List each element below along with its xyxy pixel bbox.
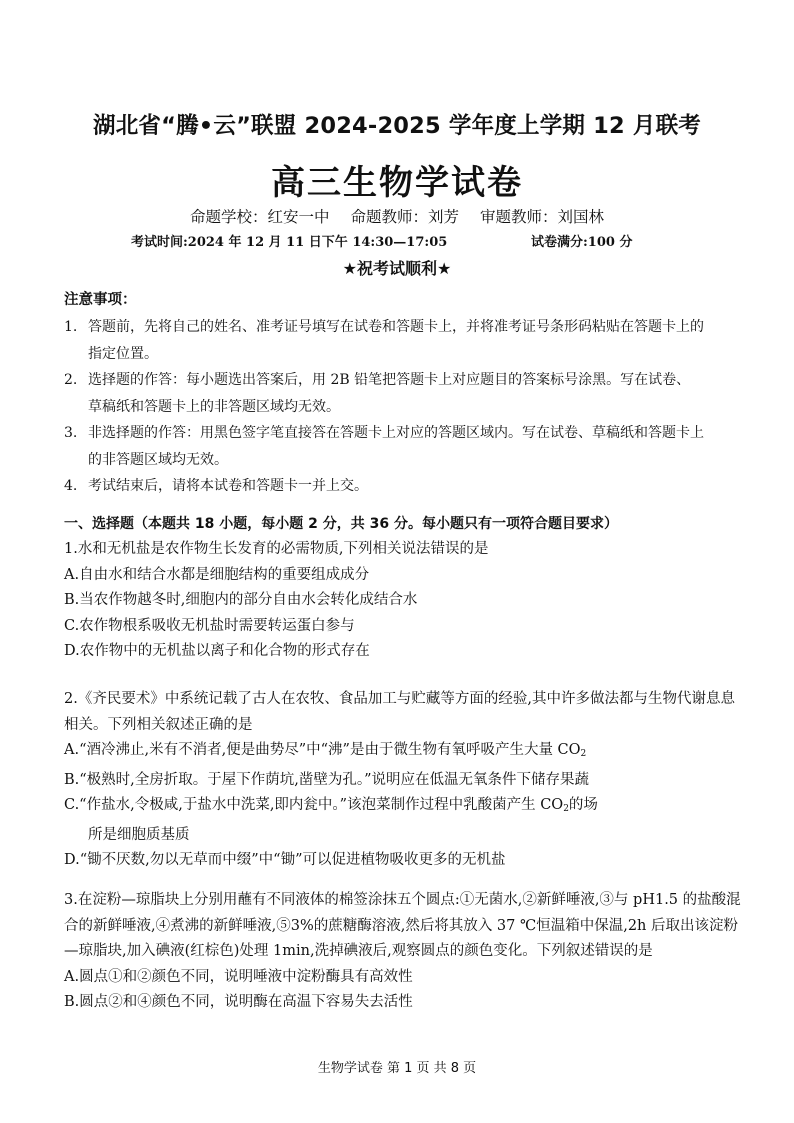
- review-teacher: 审题教师：刘国林: [479, 208, 604, 226]
- note-item: [64, 367, 704, 420]
- setting-teacher: 命题教师：刘芳: [350, 208, 459, 226]
- page-footer: 生物学试卷 第 1 页 共 8 页: [317, 1061, 477, 1076]
- option-d: D.“锄不厌数,勿以无草而中缀”中“锄”可以促进植物吸收更多的无机盐: [64, 852, 506, 868]
- note-item: [64, 473, 704, 500]
- exam-subtitle: 高三生物学试卷: [271, 163, 523, 203]
- option-b: B.圆点②和④颜色不同，说明酶在高温下容易失去活性: [64, 994, 413, 1010]
- notes-title: 注意事项：: [64, 292, 137, 308]
- question-3: [64, 888, 744, 1016]
- note-number: 2.: [64, 372, 78, 388]
- exam-title: 湖北省“腾•云”联盟 2024-2025 学年度上学期 12 月联考: [93, 113, 701, 139]
- question-1: [64, 537, 744, 665]
- note-text: 答题前，先将自己的姓名、准考证号填写在试卷和答题卡上，并将准考证号条形码粘贴在答题卡上的指定位置。: [88, 319, 704, 362]
- option-c-continued: 所是细胞质基质: [88, 826, 190, 843]
- option-a: A.“酒冷沸止,米有不消者,便是曲势尽”中“沸”是由于微生物有氧呼吸产生大量 $CO_2$: [64, 742, 587, 759]
- note-item: [64, 314, 704, 367]
- note-number: 3.: [64, 425, 78, 441]
- note-number: 1.: [64, 319, 78, 335]
- option-d: D.农作物中的无机盐以离子和化合物的形式存在: [64, 643, 370, 659]
- setting-school: 命题学校：红安一中: [190, 208, 330, 226]
- question-stem: 2.《齐民要术》中系统记载了古人在农牧、食品加工与贮藏等方面的经验,其中许多做法都与生物代谢息息相关。下列相关叙述正确的是: [64, 691, 735, 733]
- option-a: A.自由水和结合水都是细胞结构的重要组成成分: [64, 566, 370, 583]
- option-a: A.圆点①和②颜色不同，说明唾液中淀粉酶具有高效性: [64, 968, 413, 985]
- exam-time: 考试时间:2024 年 12 月 11 日下午 14:30—17:05: [131, 235, 448, 250]
- option-b: B.“极熟时,全房折取。于屋下作荫坑,凿壁为孔。”说明应在低温无氧条件下储存果蔬: [64, 771, 590, 788]
- full-score: 试卷满分:100 分: [531, 235, 633, 250]
- note-text: 非选择题的作答：用黑色签字笔直接答在答题卡上对应的答题区域内。写在试卷、草稿纸和答题卡上的非答题区域均无效。: [88, 425, 704, 468]
- note-text: 考试结束后，请将本试卷和答题卡一并上交。: [88, 478, 368, 494]
- option-c: C.“作盐水,令极咸,于盐水中洗菜,即内瓮中。”该泡菜制作过程中乳酸菌产生 $CO_2$的场: [64, 797, 598, 814]
- note-number: 4.: [64, 478, 78, 494]
- notes-list: [64, 314, 704, 500]
- authors-line: [0, 205, 794, 227]
- note-text: 选择题的作答：每小题选出答案后，用 2B 铅笔把答题卡上对应题目的答案标号涂黑。写在试卷、草稿纸和答题卡上的非答题区域均无效。: [88, 372, 691, 415]
- blessing: ★祝考试顺利★: [342, 259, 452, 278]
- option-c: C.农作物根系吸收无机盐时需要转运蛋白参与: [64, 617, 355, 634]
- section-heading: 一、选择题（本题共 18 小题，每小题 2 分，共 36 分。每小题只有一项符合题目要求）: [64, 516, 618, 532]
- note-item: [64, 420, 704, 473]
- question-stem: 1.水和无机盐是农作物生长发育的必需物质,下列相关说法错误的是: [64, 541, 489, 557]
- question-2: [64, 687, 744, 874]
- question-stem: 3.在淀粉—琼脂块上分别用蘸有不同液体的棉签涂抹五个圆点:①无菌水,②新鲜唾液,③与 pH1.5 的盐酸混合的新鲜唾液,④煮沸的新鲜唾液,⑤3%的蔗糖酶溶液,然后将其放入 37 ℃恒温箱中保温,2h 后取出该淀粉—琼脂块,加入碘液(红棕色)处理 1min,洗掉碘液后,观察圆点的颜色变化。下列叙述错误的是: [64, 892, 741, 959]
- option-b: B.当农作物越冬时,细胞内的部分自由水会转化成结合水: [64, 592, 418, 608]
- exam-info: [131, 231, 671, 250]
